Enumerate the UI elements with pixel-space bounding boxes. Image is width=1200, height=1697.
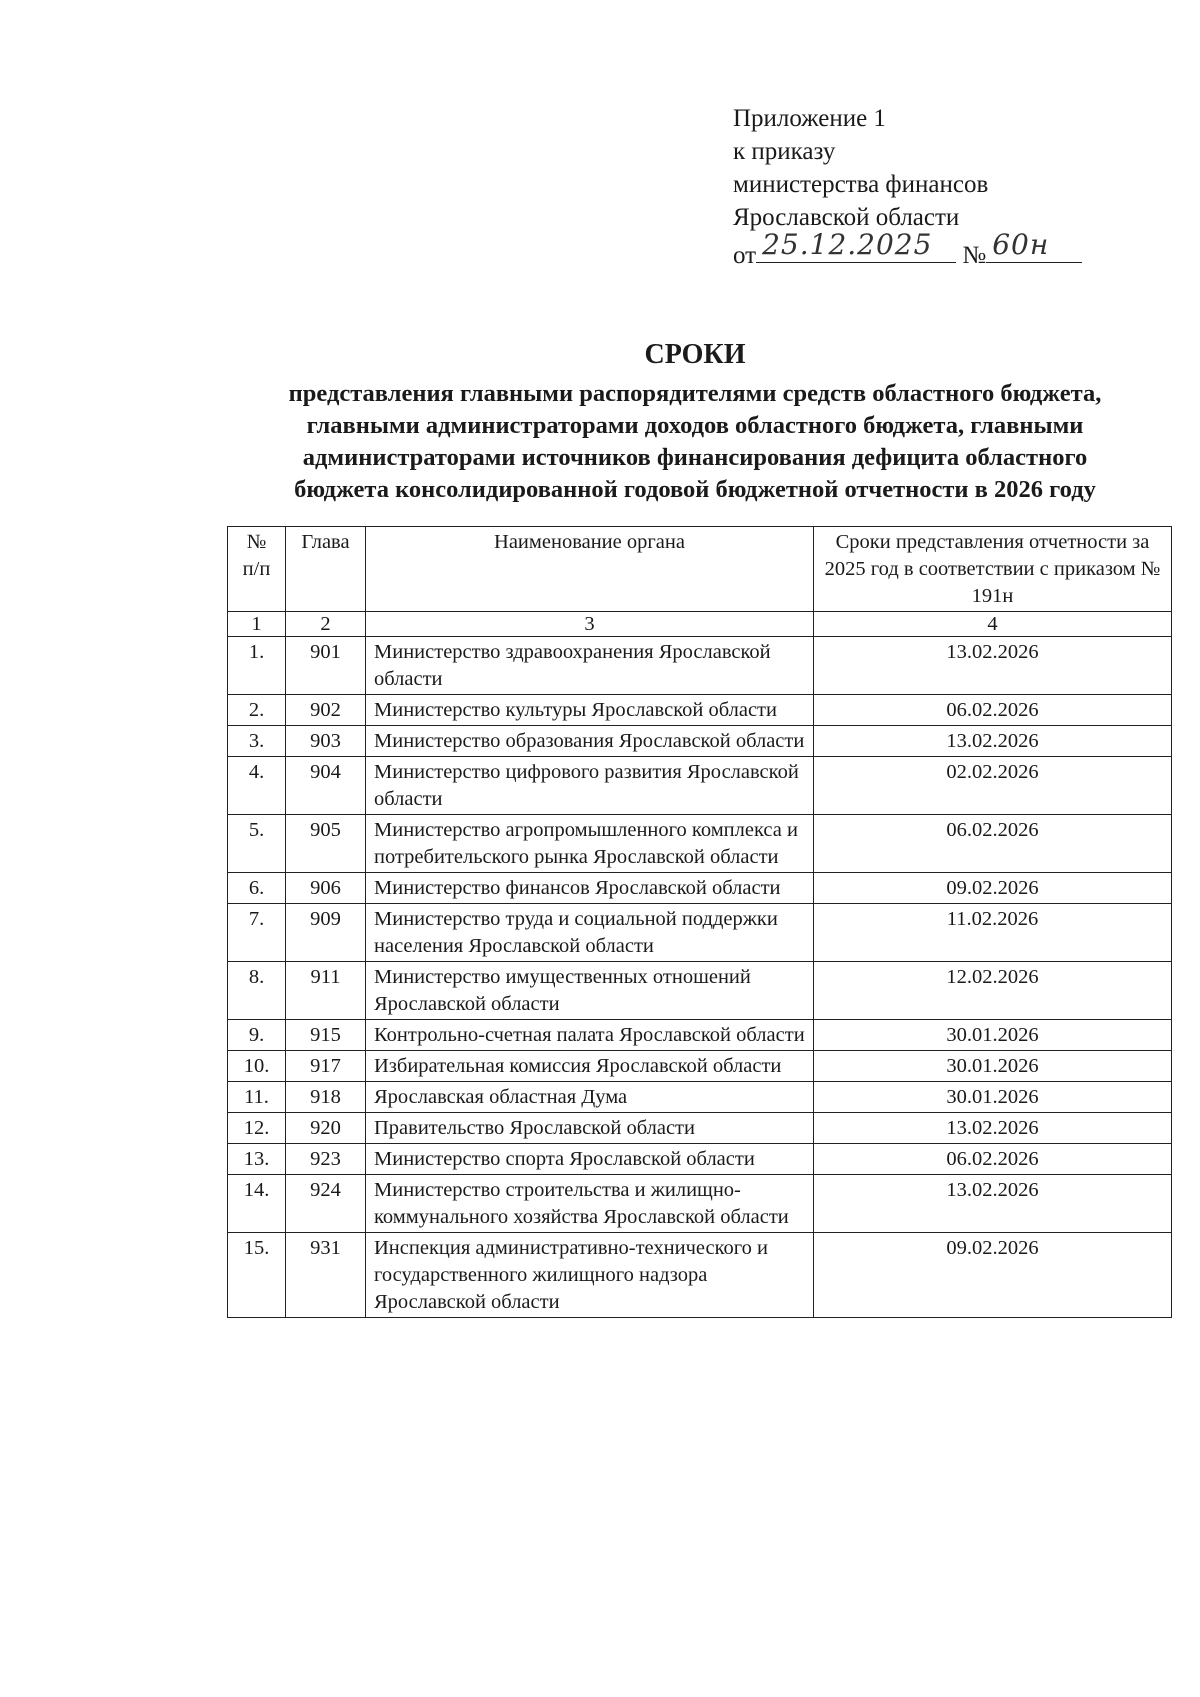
table-row: [228, 962, 1172, 1020]
row-name: Министерство спорта Ярославской области: [366, 1144, 814, 1175]
row-num: 15.: [228, 1233, 286, 1318]
row-date: 09.02.2026: [814, 1233, 1172, 1318]
table-row: [228, 873, 1172, 904]
row-num: 8.: [228, 962, 286, 1020]
row-date: 06.02.2026: [814, 695, 1172, 726]
column-index-row: [228, 612, 1172, 637]
table-row: [228, 1082, 1172, 1113]
row-num: 5.: [228, 815, 286, 873]
table-header-row: [228, 527, 1172, 612]
column-index: 2: [286, 612, 366, 637]
table-row: [228, 1175, 1172, 1233]
row-chapter: 905: [286, 815, 366, 873]
row-chapter: 931: [286, 1233, 366, 1318]
column-index: 4: [814, 612, 1172, 637]
row-chapter: 911: [286, 962, 366, 1020]
row-name: Правительство Ярославской области: [366, 1113, 814, 1144]
row-chapter: 915: [286, 1020, 366, 1051]
row-chapter: 917: [286, 1051, 366, 1082]
row-num: 7.: [228, 904, 286, 962]
table-row: [228, 1144, 1172, 1175]
row-date: 11.02.2026: [814, 904, 1172, 962]
row-num: 6.: [228, 873, 286, 904]
title-subtitle-line: администраторами источников финансирования дефицита областного: [302, 444, 1088, 471]
row-name: Министерство образования Ярославской области: [366, 726, 814, 757]
date-signature-line: [756, 228, 956, 263]
row-name: Ярославская областная Дума: [366, 1082, 814, 1113]
table-row: [228, 904, 1172, 962]
row-name: Министерство цифрового развития Ярославской области: [366, 757, 814, 815]
row-chapter: 903: [286, 726, 366, 757]
row-chapter: 920: [286, 1113, 366, 1144]
row-date: 12.02.2026: [814, 962, 1172, 1020]
table-row: [228, 1051, 1172, 1082]
row-chapter: 901: [286, 637, 366, 695]
header-name: Наименование органа: [366, 527, 814, 612]
row-date: 09.02.2026: [814, 873, 1172, 904]
row-date: 30.01.2026: [814, 1020, 1172, 1051]
attachment-line: к приказу: [733, 138, 836, 165]
row-name: Контрольно-счетная палата Ярославской области: [366, 1020, 814, 1051]
row-name: Избирательная комиссия Ярославской области: [366, 1051, 814, 1082]
row-chapter: 923: [286, 1144, 366, 1175]
row-date: 06.02.2026: [814, 815, 1172, 873]
row-name: Министерство агропромышленного комплекса и потребительского рынка Ярославской области: [366, 815, 814, 873]
row-name: Министерство здравоохранения Ярославской области: [366, 637, 814, 695]
table-row: [228, 815, 1172, 873]
header-num: № п/п: [228, 527, 286, 612]
row-chapter: 909: [286, 904, 366, 962]
row-date: 13.02.2026: [814, 1175, 1172, 1233]
row-date: 02.02.2026: [814, 757, 1172, 815]
table-row: [228, 726, 1172, 757]
row-chapter: 904: [286, 757, 366, 815]
row-name: Инспекция административно-технического и государственного жилищного надзора Ярославской области: [366, 1233, 814, 1318]
header-chapter: Глава: [286, 527, 366, 612]
date-prefix: от: [733, 242, 757, 269]
row-date: 13.02.2026: [814, 637, 1172, 695]
title-subtitle-line: главными администраторами доходов областного бюджета, главными: [306, 412, 1084, 439]
row-chapter: 924: [286, 1175, 366, 1233]
row-name: Министерство имущественных отношений Ярославской области: [366, 962, 814, 1020]
row-chapter: 918: [286, 1082, 366, 1113]
title-subtitle-line: представления главными распорядителями средств областного бюджета,: [288, 380, 1102, 407]
row-date: 13.02.2026: [814, 726, 1172, 757]
row-num: 10.: [228, 1051, 286, 1082]
attachment-line: Ярославской области: [733, 204, 960, 231]
row-num: 4.: [228, 757, 286, 815]
table-row: [228, 695, 1172, 726]
row-chapter: 906: [286, 873, 366, 904]
row-num: 11.: [228, 1082, 286, 1113]
attachment-header: [733, 102, 1082, 272]
row-num: 12.: [228, 1113, 286, 1144]
table-row: [228, 1020, 1172, 1051]
table-row: [228, 757, 1172, 815]
row-date: 30.01.2026: [814, 1082, 1172, 1113]
table-row: [228, 1113, 1172, 1144]
row-date: 06.02.2026: [814, 1144, 1172, 1175]
table-row: [228, 637, 1172, 695]
column-index: 1: [228, 612, 286, 637]
number-signature-line: [986, 228, 1082, 263]
attachment-line: министерства финансов: [733, 171, 989, 198]
row-num: 14.: [228, 1175, 286, 1233]
table-body: [228, 612, 1172, 1318]
handwritten-number: 60н: [992, 228, 1050, 261]
row-num: 9.: [228, 1020, 286, 1051]
row-num: 3.: [228, 726, 286, 757]
order-date-number-line: [733, 228, 1082, 272]
number-label: №: [962, 242, 987, 269]
row-num: 1.: [228, 637, 286, 695]
header-date: Сроки представления отчетности за 2025 год в соответствии с приказом № 191н: [814, 527, 1172, 612]
table-row: [228, 1233, 1172, 1318]
column-index: 3: [366, 612, 814, 637]
row-date: 30.01.2026: [814, 1051, 1172, 1082]
row-name: Министерство строительства и жилищно-коммунального хозяйства Ярославской области: [366, 1175, 814, 1233]
row-name: Министерство финансов Ярославской области: [366, 873, 814, 904]
row-name: Министерство культуры Ярославской области: [366, 695, 814, 726]
document-title: [190, 338, 1200, 506]
handwritten-date: 25.12.2025: [762, 228, 933, 261]
row-name: Министерство труда и социальной поддержки населения Ярославской области: [366, 904, 814, 962]
title-subtitle-line: бюджета консолидированной годовой бюджетной отчетности в 2026 году: [294, 476, 1096, 503]
row-num: 2.: [228, 695, 286, 726]
deadlines-table: [227, 526, 1172, 1318]
attachment-line: Приложение 1: [733, 105, 886, 132]
row-chapter: 902: [286, 695, 366, 726]
row-date: 13.02.2026: [814, 1113, 1172, 1144]
title-main: СРОКИ: [644, 339, 746, 370]
row-num: 13.: [228, 1144, 286, 1175]
